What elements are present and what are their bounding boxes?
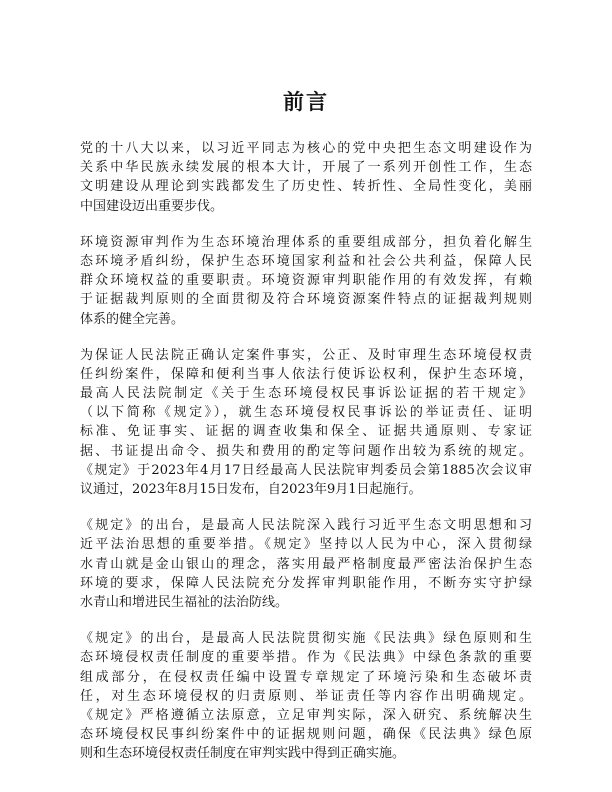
text-line: 组成部分，在侵权责任编中设置专章规定了环境污染和生态破坏责 — [80, 669, 532, 685]
text-line: 近平法治思想的重要举措。《规定》坚持以人民为中心，深入贯彻绿 — [80, 537, 532, 553]
text-line: 议通过，2023年8月15日发布，自2023年9月1日起施行。 — [80, 482, 422, 497]
paragraph-3 — [80, 346, 532, 500]
text-line: 则和生态环境侵权责任制度在审判实践中得到正确实施。 — [80, 746, 406, 762]
text-line: 于证据裁判原则的全面贯彻及符合环境资源案件特点的证据裁判规则 — [80, 292, 532, 308]
text-line: 态环境矛盾纠纷，保护生态环境国家利益和社会公共利益，保障人民 — [80, 253, 532, 269]
text-line: 据、书证提出命令、损失和费用的酌定等问题作出较为系统的规定。 — [80, 443, 532, 459]
text-line: 为保证人民法院正确认定案件事实，公正、及时审理生态环境侵权责 — [80, 347, 532, 363]
text-line: 任纠纷案件，保障和便利当事人依法行使诉讼权利，保护生态环境， — [80, 366, 532, 382]
text-line: 体系的健全完善。 — [80, 311, 185, 327]
text-line: 《规定》的出台，是最高人民法院深入践行习近平生态文明思想和习 — [80, 518, 532, 534]
text-line: 最高人民法院制定《关于生态环境侵权民事诉讼证据的若干规定》 — [80, 386, 532, 402]
text-line: 文明建设从理论到实践都发生了历史性、转折性、全局性变化，美丽 — [80, 179, 532, 195]
text-line: 标准、免证事实、证据的调查收集和保全、证据共通原则、专家证 — [80, 424, 532, 440]
text-line: 环境的要求，保障人民法院充分发挥审判职能作用，不断夯实守护绿 — [80, 575, 532, 591]
paragraph-4 — [80, 516, 532, 612]
paragraph-2 — [80, 233, 532, 329]
text-line: 任，对生态环境侵权的归责原则、举证责任等内容作出明确规定。 — [80, 688, 532, 704]
text-line: 党的十八大以来，以习近平同志为核心的党中央把生态文明建设作为 — [80, 141, 532, 156]
text-line: 中国建设迈出重要步伐。 — [80, 198, 224, 214]
text-line: 水青山就是金山银山的理念，落实用最严格制度最严密法治保护生态 — [80, 556, 532, 572]
text-line: 态环境侵权民事纠纷案件中的证据规则问题，确保《民法典》绿色原 — [80, 727, 532, 743]
text-line: 环境资源审判作为生态环境治理体系的重要组成部分，担负着化解生 — [80, 234, 532, 250]
document-body — [80, 139, 532, 780]
text-line: 群众环境权益的重要职责。环境资源审判职能作用的有效发挥，有赖 — [80, 273, 532, 289]
text-line: 《规定》严格遵循立法原意，立足审判实际，深入研究、系统解决生 — [80, 707, 532, 723]
paragraph-1 — [80, 139, 532, 216]
paragraph-5 — [80, 629, 532, 763]
text-line: 关系中华民族永续发展的根本大计，开展了一系列开创性工作，生态 — [80, 160, 532, 176]
text-line: 《规定》于2023年4月17日经最高人民法院审判委员会第1885次会议审 — [80, 462, 532, 478]
text-line: 水青山和增进民生福祉的法治防线。 — [80, 594, 289, 610]
page-title: 前言 — [283, 89, 329, 114]
text-line: 态环境侵权责任制度的重要举措。作为《民法典》中绿色条款的重要 — [80, 650, 532, 666]
text-line: 《规定》的出台，是最高人民法院贯彻实施《民法典》绿色原则和生 — [80, 631, 532, 647]
text-line: （以下简称《规定》），就生态环境侵权民事诉讼的举证责任、证明 — [80, 405, 532, 421]
